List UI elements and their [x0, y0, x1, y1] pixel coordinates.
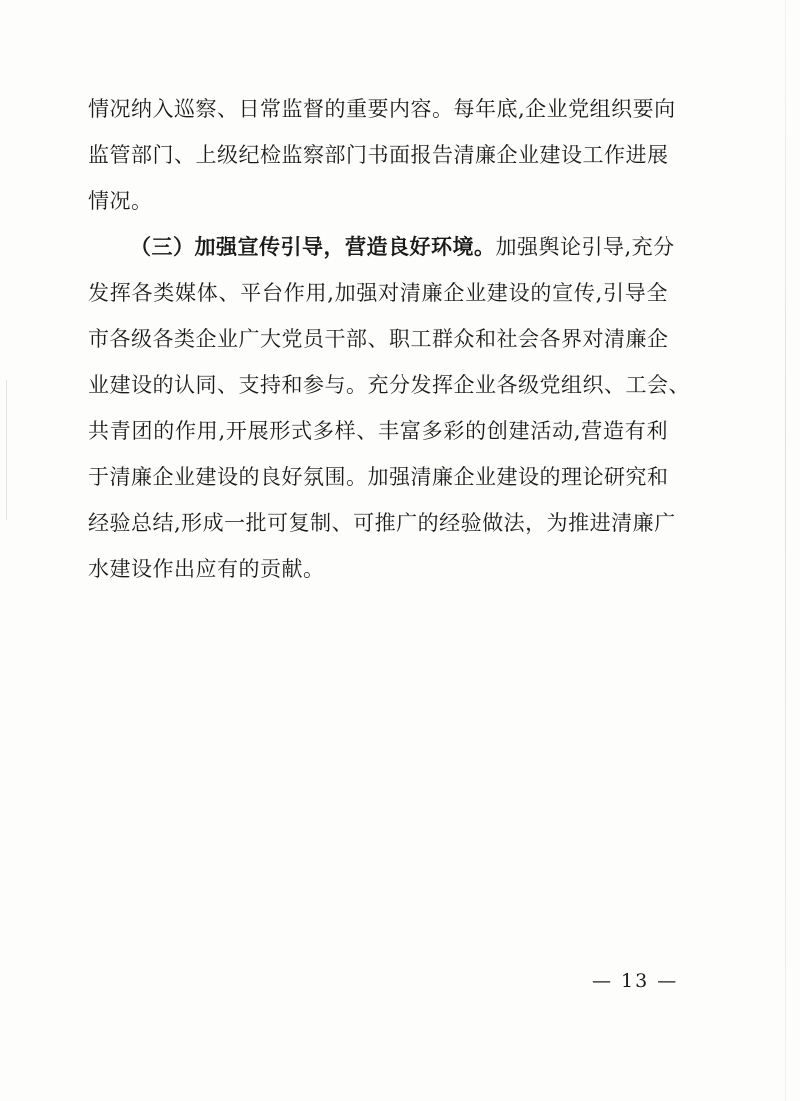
paragraph-2-line-8: 水建设作出应有的贡献。	[88, 557, 325, 581]
paragraph-2-line-6: 于清廉企业建设的良好氛围。加强清廉企业建设的理论研究和	[88, 465, 669, 489]
paragraph-2-line-7: 经验总结,形成一批可复制、可推广的经验做法，为推进清廉广	[88, 511, 676, 535]
scan-edge-left	[6, 380, 7, 520]
paragraph-2-line-2: 发挥各类媒体、平台作用,加强对清廉企业建设的宣传,引导全	[88, 281, 668, 305]
paragraph-1-line-3: 情况。	[88, 189, 153, 213]
page-number: — 13 —	[592, 970, 679, 992]
paragraph-2-line-1	[88, 224, 675, 270]
body-text	[88, 86, 690, 592]
paragraph-2-line-4: 业建设的认同、支持和参与。充分发挥企业各级党组织、工会、	[88, 373, 690, 397]
paragraph-2-line-3: 市各级各类企业广大党员干部、职工群众和社会各界对清廉企	[88, 327, 669, 351]
paragraph-2-line-1-rest: 加强舆论引导,充分	[495, 235, 675, 259]
paragraph-1-line-1: 情况纳入巡察、日常监督的重要内容。每年底,企业党组织要向	[88, 97, 676, 121]
scan-edge-right	[785, 0, 786, 1101]
section-heading: （三）加强宣传引导，营造良好环境。	[130, 235, 496, 259]
paragraph-2-line-5: 共青团的作用,开展形式多样、丰富多彩的创建活动,营造有利	[88, 419, 668, 443]
paragraph-1-line-2: 监管部门、上级纪检监察部门书面报告清廉企业建设工作进展	[88, 143, 669, 167]
